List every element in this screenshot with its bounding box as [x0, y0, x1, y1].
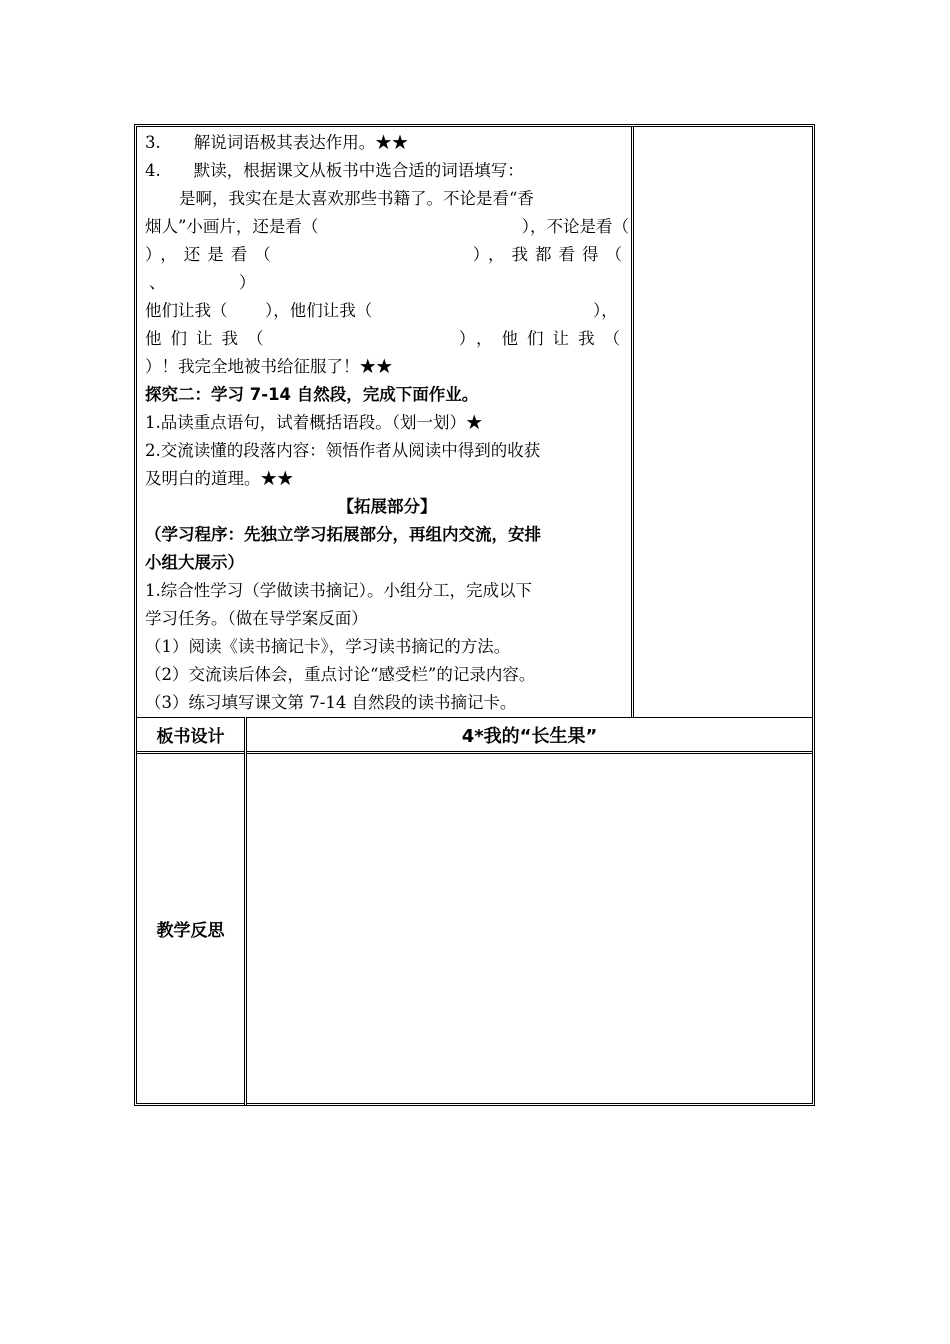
board-design-title: 4*我的“长生果”: [461, 725, 598, 747]
text-line: ）！我完全地被书给征服了！★★: [145, 357, 393, 376]
divider-right-column: [631, 127, 634, 717]
section-heading: 【拓展部分】: [337, 497, 437, 516]
text-line: 及明白的道理。★★: [145, 469, 294, 488]
text-line: 是啊，我实在是太喜欢那些书籍了。不论是看“香: [179, 189, 534, 208]
teaching-reflection-area[interactable]: [247, 754, 812, 1103]
teaching-reflection-label: 教学反思: [156, 921, 225, 941]
text-segment: ），不论是看（: [521, 217, 629, 236]
text-line: （2）交流读后体会，重点讨论“感受栏”的记录内容。: [145, 665, 536, 684]
text-line: （1）阅读《读书摘记卡》，学习读书摘记的方法。: [145, 637, 511, 656]
text-line: 学习任务。（做在导学案反面）: [145, 609, 368, 628]
text-segment: 他们让我（: [145, 329, 273, 348]
fill-blank-line: [145, 241, 629, 269]
text-line: 1.品读重点语句，试着概括语段。（划一划）★: [145, 413, 483, 432]
text-line: 3. 解说词语极其表达作用。★★: [145, 133, 409, 152]
text-segment: ），: [593, 301, 618, 320]
text-line: 2.交流读懂的段落内容：领悟作者从阅读中得到的收获: [145, 441, 541, 460]
section-note: （学习程序：先独立学习拓展部分，再组内交流，安排: [145, 525, 541, 544]
text-segment: ），我都看得（: [472, 245, 629, 264]
text-line: 1.综合性学习（学做读书摘记）。小组分工，完成以下: [145, 581, 532, 600]
fill-blank-line: [145, 325, 629, 353]
lesson-plan-table: [134, 124, 815, 1106]
text-line: 4. 默读，根据课文从板书中选合适的词语填写：: [145, 161, 524, 180]
text-line: （3）练习填写课文第 7-14 自然段的读书摘记卡。: [145, 693, 517, 712]
lesson-content: [145, 129, 629, 717]
board-design-label: 板书设计: [156, 727, 225, 747]
text-segment: 、: [149, 273, 166, 292]
fill-blank-line: [145, 297, 629, 325]
section-note: 小组大展示）: [145, 553, 244, 572]
section-heading: 探究二：学习 7-14 自然段，完成下面作业。: [145, 385, 479, 404]
fill-blank-line: [145, 269, 629, 297]
text-segment: 烟人”小画片，还是看（: [145, 217, 319, 236]
text-segment: ），他们让我（: [265, 301, 373, 320]
text-segment: 他们让我（: [145, 301, 228, 320]
text-segment: ）: [239, 273, 256, 292]
fill-blank-line: [145, 213, 629, 241]
text-segment: ），他们让我（: [458, 329, 629, 348]
text-segment: ），还是看（: [145, 245, 278, 264]
